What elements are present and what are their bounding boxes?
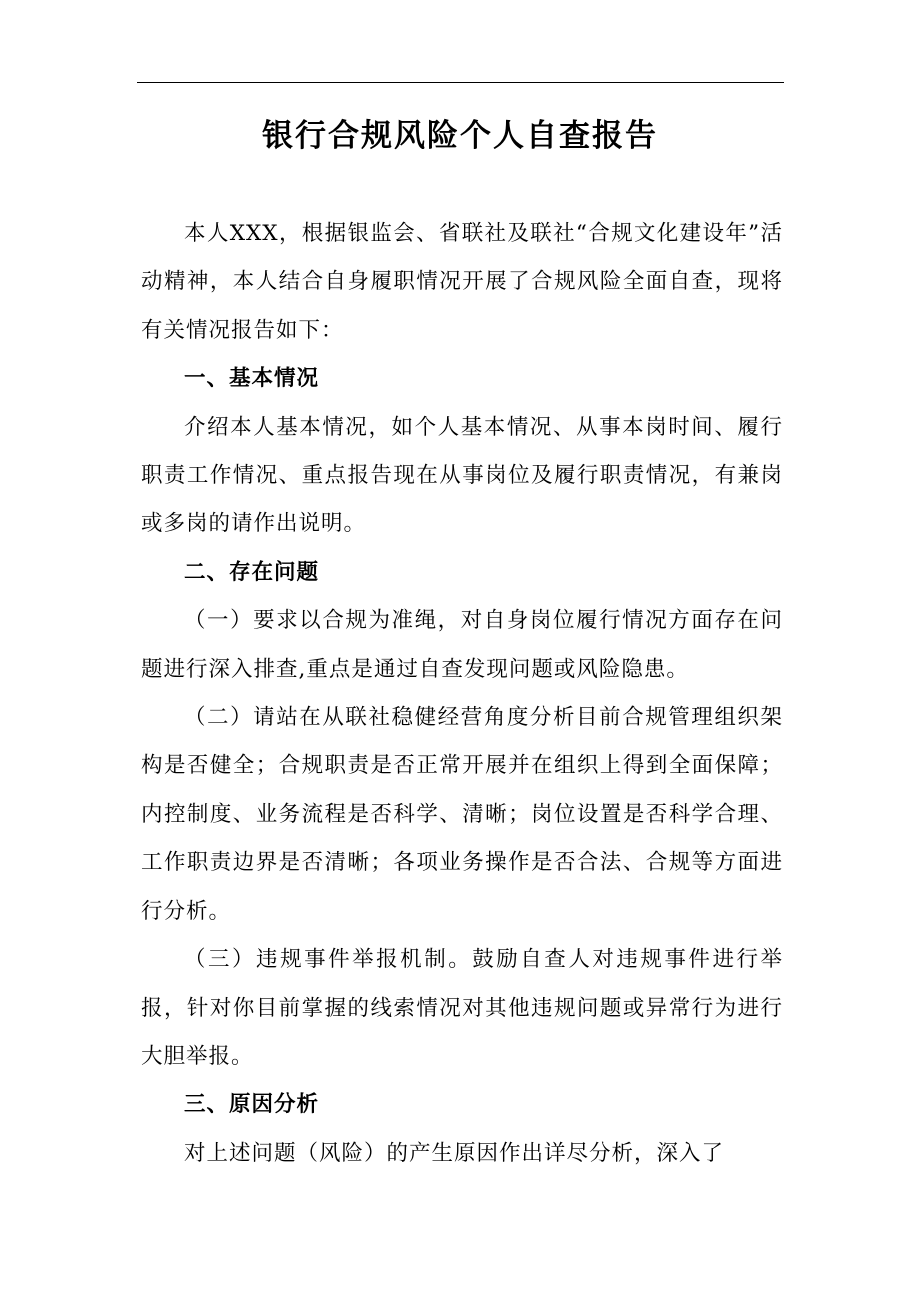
document-body: [141, 210, 783, 1178]
section-heading-cause-analysis: 三、原因分析: [184, 1092, 320, 1118]
basic-info-paragraph: 介绍本人基本情况，如个人基本情况、从事本岗时间、履行职责工作情况、重点报告现在从事岗位及履行职责情况，有兼岗或多岗的请作出说明。: [141, 414, 783, 537]
cause-analysis-paragraph: 对上述问题（风险）的产生原因作出详尽分析，深入了: [184, 1140, 725, 1166]
issues-item-1: （一）要求以合规为准绳，对自身岗位履行情况方面存在问题进行深入排查,重点是通过自查发现问题或风险隐患。: [141, 608, 783, 682]
intro-paragraph: 本人XXX，根据银监会、省联社及联社“合规文化建设年”活动精神，本人结合自身履职情况开展了合规风险全面自查，现将有关情况报告如下：: [141, 221, 783, 343]
section-heading-basic-info: 一、基本情况: [184, 366, 320, 392]
issues-item-3: （三）违规事件举报机制。鼓励自查人对违规事件进行举报，针对你目前掌握的线索情况对其他违规问题或异常行为进行大胆举报。: [141, 947, 783, 1069]
issues-item-2: （二）请站在从联社稳健经营角度分析目前合规管理组织架构是否健全；合规职责是否正常开展并在组织上得到全面保障；内控制度、业务流程是否科学、清晰；岗位设置是否科学合理、工作职责边界是否清晰；各项业务操作是否合法、合规等方面进行分析。: [141, 705, 783, 924]
header-rule: [137, 82, 784, 83]
document-title: 银行合规风险个人自查报告: [262, 118, 658, 154]
section-heading-issues: 二、存在问题: [184, 559, 320, 585]
